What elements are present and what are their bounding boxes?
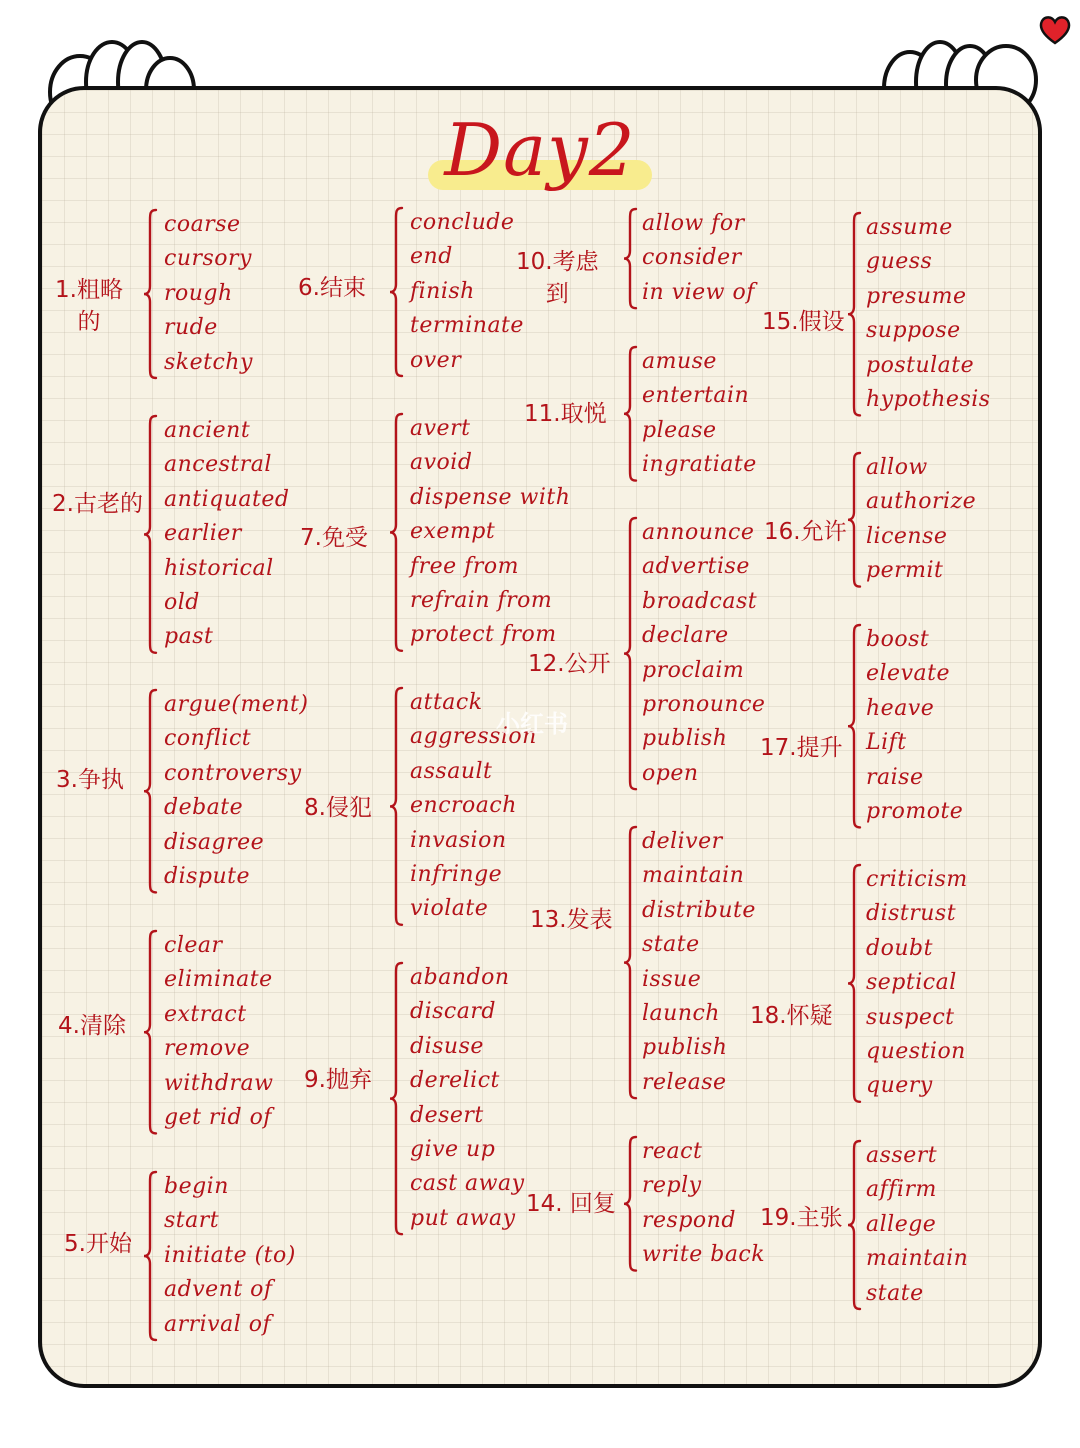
synonym-word: launch (642, 1000, 720, 1026)
synonym-word: open (642, 760, 699, 786)
synonym-word: maintain (642, 863, 745, 889)
synonym-word: authorize (866, 489, 977, 515)
word-list (410, 412, 570, 653)
synonym-word: raise (866, 764, 924, 790)
synonym-word: attack (410, 690, 483, 715)
synonym-word: septical (866, 970, 957, 996)
page-title: Day2 (444, 108, 636, 192)
synonym-word: pronounce (642, 691, 766, 717)
synonym-word: announce (642, 520, 755, 545)
synonym-word: withdraw (164, 1070, 274, 1096)
synonym-word: distribute (642, 897, 756, 923)
synonym-word: suppose (866, 318, 961, 344)
synonym-word: avert (410, 416, 471, 441)
synonym-word: rude (164, 315, 218, 341)
group-label: 8.侵犯 (304, 795, 372, 821)
synonym-word: past (164, 624, 214, 650)
synonym-word: state (866, 1280, 924, 1306)
word-list (164, 208, 253, 380)
group-label: 15.假设 (762, 309, 845, 335)
synonym-word: allow for (642, 211, 745, 236)
curly-brace (142, 688, 158, 894)
synonym-word: publish (642, 726, 728, 752)
group-label: 3.争执 (56, 767, 124, 793)
synonym-word: ingratiate (642, 452, 757, 478)
heart-icon (1038, 14, 1072, 46)
synonym-word: give up (410, 1136, 496, 1162)
curly-brace (846, 1139, 862, 1311)
curly-brace (846, 451, 862, 589)
synonym-word: in view of (642, 279, 755, 305)
synonym-word: allow (866, 455, 928, 480)
synonym-word: question (866, 1038, 966, 1064)
synonym-word: discard (410, 999, 496, 1025)
synonym-word: advent of (164, 1277, 273, 1303)
group-label: 16.允许 (764, 519, 847, 545)
curly-brace (622, 345, 638, 483)
word-list (164, 1170, 296, 1342)
synonym-word: earlier (164, 521, 242, 547)
synonym-word: elevate (866, 661, 950, 687)
word-list (866, 451, 976, 589)
synonym-word: avoid (410, 450, 473, 476)
synonym-word: cursory (164, 246, 252, 272)
synonym-word: aggression (410, 724, 537, 750)
synonym-word: dispute (164, 863, 251, 889)
word-list (642, 345, 757, 483)
synonym-word: antiquated (164, 486, 290, 512)
synonym-word: old (164, 589, 200, 615)
group-label: 14. 回复 (526, 1191, 616, 1217)
synonym-word: reply (642, 1173, 702, 1199)
synonym-word: violate (410, 896, 489, 922)
synonym-word: advertise (642, 554, 750, 580)
word-list (642, 207, 755, 310)
word-list (410, 206, 524, 378)
word-list (410, 961, 525, 1236)
group-label: 19.主张 (760, 1205, 843, 1231)
synonym-word: disagree (164, 829, 265, 855)
group-label: 9.抛弃 (304, 1067, 372, 1093)
watermark: 小红书 (496, 710, 568, 738)
synonym-word: extract (164, 1001, 247, 1027)
synonym-word: state (642, 932, 700, 958)
synonym-word: proclaim (642, 657, 745, 683)
synonym-word: ancient (164, 418, 251, 443)
synonym-word: hypothesis (866, 386, 991, 412)
synonym-word: remove (164, 1036, 251, 1062)
synonym-word: query (866, 1073, 933, 1099)
synonym-word: respond (642, 1207, 736, 1233)
synonym-word: get rid of (164, 1104, 272, 1130)
synonym-word: end (410, 244, 453, 270)
synonym-word: boost (866, 627, 930, 652)
word-list (164, 929, 273, 1135)
synonym-word: write back (642, 1242, 766, 1268)
synonym-word: release (642, 1069, 727, 1095)
synonym-word: invasion (410, 827, 507, 853)
synonym-word: guess (866, 249, 933, 275)
curly-brace (388, 686, 404, 927)
synonym-word: argue(ment) (164, 692, 309, 717)
word-list (866, 211, 991, 417)
synonym-word: assault (410, 758, 493, 784)
group-label: 2.古老的 (52, 491, 143, 517)
synonym-word: historical (164, 555, 274, 581)
synonym-word: allege (866, 1211, 937, 1237)
synonym-word: issue (642, 966, 702, 992)
synonym-word: presume (866, 283, 967, 309)
synonym-word: maintain (866, 1246, 969, 1272)
synonym-word: broadcast (642, 588, 758, 614)
synonym-word: distrust (866, 901, 957, 927)
synonym-word: conflict (164, 726, 252, 752)
group-label: 1.粗略 的 (55, 277, 123, 335)
curly-brace (846, 211, 862, 417)
synonym-word: debate (164, 795, 244, 821)
synonym-word: ancestral (164, 452, 272, 478)
synonym-word: rough (164, 280, 233, 306)
group-label: 13.发表 (530, 907, 613, 933)
synonym-word: over (410, 347, 462, 373)
group-label: 7.免受 (300, 525, 368, 551)
synonym-word: protect from (410, 622, 557, 648)
group-label: 11.取悦 (524, 401, 607, 427)
synonym-word: criticism (866, 867, 968, 892)
word-list (866, 623, 963, 829)
curly-brace (622, 516, 638, 791)
curly-brace (388, 412, 404, 653)
synonym-word: initiate (to) (164, 1242, 296, 1268)
curly-brace (846, 863, 862, 1104)
synonym-word: conclude (410, 210, 515, 235)
synonym-word: disuse (410, 1033, 484, 1059)
group-label: 10.考虑 到 (516, 249, 599, 307)
synonym-word: please (642, 417, 717, 443)
synonym-word: put away (410, 1205, 516, 1231)
word-list (866, 1139, 968, 1311)
synonym-word: react (642, 1139, 703, 1164)
synonym-word: affirm (866, 1177, 937, 1203)
synonym-word: heave (866, 695, 935, 721)
synonym-word: amuse (642, 349, 717, 374)
synonym-word: begin (164, 1174, 229, 1199)
synonym-word: free from (410, 553, 519, 579)
curly-brace (622, 1135, 638, 1273)
synonym-word: infringe (410, 861, 503, 887)
synonym-word: Lift (866, 730, 907, 756)
word-list (642, 825, 756, 1100)
synonym-word: derelict (410, 1068, 500, 1094)
synonym-word: consider (642, 245, 742, 271)
synonym-word: assume (866, 215, 953, 240)
curly-brace (142, 208, 158, 380)
group-label: 6.结束 (298, 275, 366, 301)
curly-brace (622, 825, 638, 1100)
synonym-word: postulate (866, 352, 975, 378)
group-label: 4.清除 (58, 1013, 126, 1039)
synonym-word: entertain (642, 383, 750, 409)
word-list (866, 863, 968, 1104)
curly-brace (846, 623, 862, 829)
synonym-word: promote (866, 798, 964, 824)
synonym-word: sketchy (164, 349, 253, 375)
synonym-word: abandon (410, 965, 510, 990)
synonym-word: arrival of (164, 1311, 272, 1337)
synonym-word: desert (410, 1102, 484, 1128)
synonym-word: cast away (410, 1171, 525, 1197)
synonym-word: exempt (410, 519, 496, 545)
group-label: 5.开始 (64, 1231, 132, 1257)
synonym-word: publish (642, 1035, 728, 1061)
group-label: 17.提升 (760, 735, 843, 761)
synonym-word: encroach (410, 793, 517, 819)
synonym-word: dispense with (410, 484, 571, 510)
synonym-word: terminate (410, 313, 524, 339)
synonym-word: finish (410, 278, 475, 304)
curly-brace (142, 1170, 158, 1342)
synonym-word: doubt (866, 935, 933, 961)
synonym-word: refrain from (410, 587, 553, 613)
curly-brace (142, 929, 158, 1135)
synonym-word: eliminate (164, 967, 273, 993)
word-list (164, 414, 289, 655)
curly-brace (142, 414, 158, 655)
word-list (164, 688, 308, 894)
synonym-word: assert (866, 1143, 938, 1168)
synonym-word: controversy (164, 760, 302, 786)
synonym-word: clear (164, 933, 223, 958)
synonym-word: coarse (164, 212, 241, 237)
synonym-word: declare (642, 623, 729, 649)
synonym-word: permit (866, 558, 944, 584)
synonym-word: start (164, 1208, 220, 1234)
curly-brace (388, 961, 404, 1236)
word-list (642, 516, 765, 791)
curly-brace (388, 206, 404, 378)
group-label: 18.怀疑 (750, 1003, 833, 1029)
synonym-word: license (866, 523, 948, 549)
group-label: 12.公开 (528, 651, 611, 677)
synonym-word: suspect (866, 1004, 955, 1030)
synonym-word: deliver (642, 829, 723, 854)
curly-brace (622, 207, 638, 310)
word-list (642, 1135, 765, 1273)
